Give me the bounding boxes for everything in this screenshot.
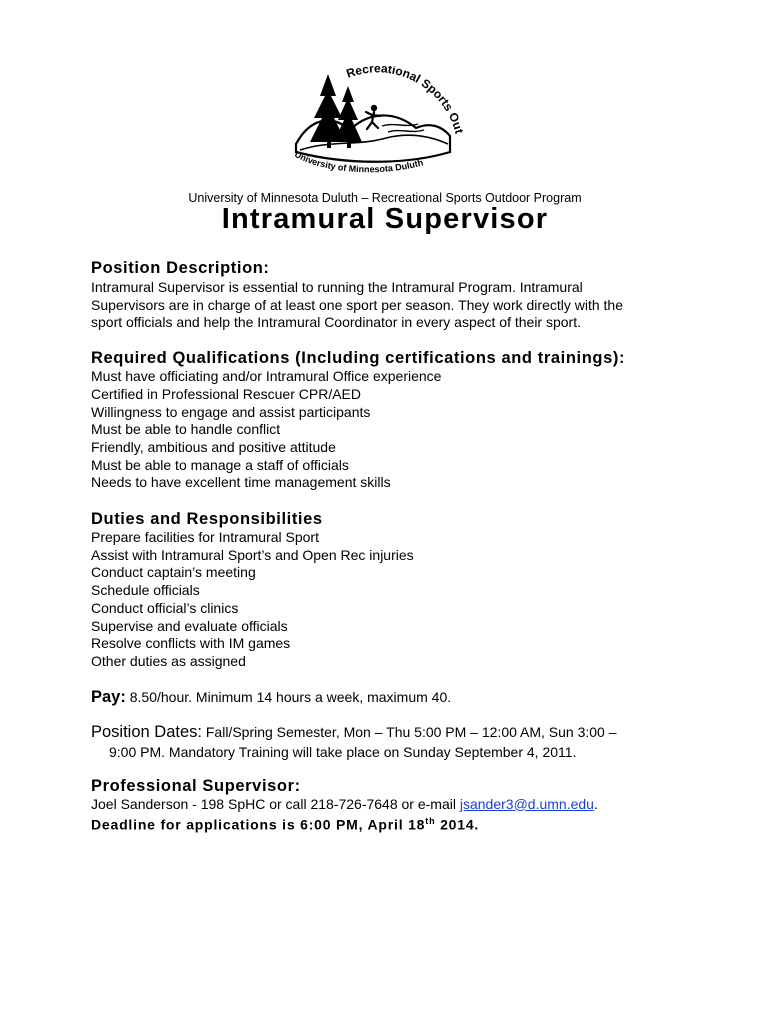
list-item: Must be able to handle conflict — [91, 421, 281, 438]
list-item: Resolve conflicts with IM games — [91, 635, 291, 652]
page-title: Intramural Supervisor — [221, 203, 549, 235]
logo-top-text: Recreational Sports Out — [344, 66, 466, 135]
description-line: Intramural Supervisor is essential to running the Intramural Program. Intramural — [91, 279, 583, 295]
deadline-text: Deadline for applications is 6:00 PM, April 18 — [91, 817, 426, 834]
duties-list — [91, 529, 691, 671]
dates-line-2: 9:00 PM. Mandatory Training will take place on Sunday September 4, 2011. — [109, 743, 577, 760]
pay-line — [91, 688, 691, 707]
section-heading: Position Description: — [91, 259, 270, 277]
deadline-year: 2014. — [435, 817, 480, 834]
list-item: Prepare facilities for Intramural Sport — [91, 529, 319, 546]
list-item: Friendly, ambitious and positive attitude — [91, 438, 336, 455]
email-link[interactable]: jsander3@d.umn.edu — [459, 795, 594, 812]
position-description-section — [91, 259, 691, 332]
list-item: Needs to have excellent time management skills — [91, 474, 391, 491]
pay-text: 8.50/hour. Minimum 14 hours a week, maximum 40. — [125, 688, 452, 705]
duties-section — [91, 510, 691, 671]
list-item: Schedule officials — [91, 582, 200, 599]
list-item: Must be able to manage a staff of officials — [91, 456, 349, 473]
contact-line — [91, 796, 691, 814]
pay-label: Pay: — [91, 687, 126, 706]
section-heading: Duties and Responsibilities — [91, 510, 323, 529]
contact-text: Joel Sanderson - 198 SpHC or call 218-726-7648 or e-mail — [91, 795, 460, 812]
section-heading: Professional Supervisor: — [91, 776, 301, 795]
page-subtitle: University of Minnesota Duluth – Recreational Sports Outdoor Program — [188, 191, 582, 205]
qualifications-list — [91, 368, 691, 492]
list-item: Other duties as assigned — [91, 652, 246, 669]
section-heading: Required Qualifications (Including certifications and trainings): — [91, 349, 626, 368]
professional-supervisor-section — [91, 777, 691, 835]
contact-suffix: . — [593, 795, 598, 812]
dates-label: Position Dates: — [91, 722, 202, 741]
document-body — [91, 259, 691, 835]
dates-line-1: Fall/Spring Semester, Mon – Thu 5:00 PM – 12:00 AM, Sun 3:00 – — [201, 723, 617, 740]
description-text — [91, 279, 691, 332]
list-item: Conduct official’s clinics — [91, 599, 239, 616]
qualifications-section — [91, 349, 691, 492]
list-item: Must have officiating and/or Intramural Office experience — [91, 368, 442, 385]
description-line: Supervisors are in charge of at least one sport per season. They work directly with the — [91, 296, 624, 313]
list-item: Conduct captain’s meeting — [91, 564, 256, 581]
description-line: sport officials and help the Intramural Coordinator in every aspect of their sport. — [91, 314, 581, 331]
deadline-ordinal: th — [425, 816, 436, 827]
program-logo — [290, 66, 466, 186]
list-item: Supervise and evaluate officials — [91, 617, 288, 634]
list-item: Assist with Intramural Sport’s and Open Rec injuries — [91, 546, 414, 563]
position-dates — [91, 722, 691, 762]
list-item: Certified in Professional Rescuer CPR/AED — [91, 385, 361, 402]
deadline-line — [91, 813, 691, 834]
list-item: Willingness to engage and assist participants — [91, 403, 371, 420]
logo-bottom-text: University of Minnesota Duluth — [292, 149, 425, 175]
